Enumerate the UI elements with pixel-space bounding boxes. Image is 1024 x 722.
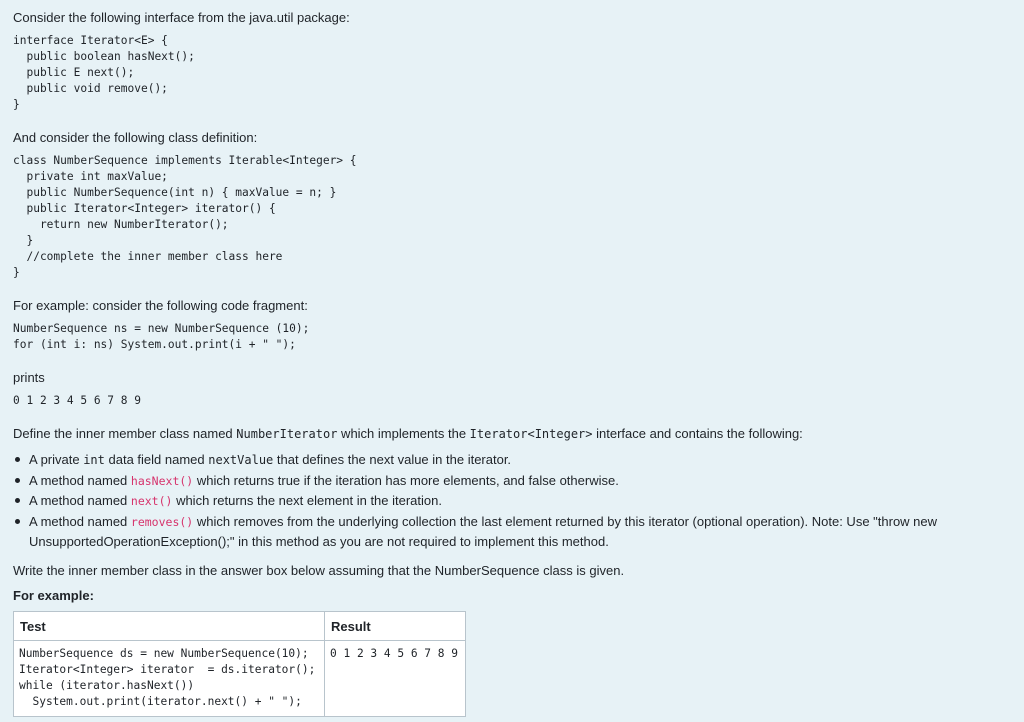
for-example-label: For example: bbox=[13, 588, 94, 603]
result-column-header: Result bbox=[325, 612, 466, 641]
list-item bbox=[13, 491, 1003, 512]
bullet-text: which returns true if the iteration has more elements, and false otherwise. bbox=[193, 472, 619, 488]
method-name: removes() bbox=[130, 514, 194, 529]
bullet-text: A method named bbox=[29, 472, 131, 488]
write-instruction: Write the inner member class in the answer box below assuming that the NumberSequence class is given. bbox=[13, 563, 625, 578]
example-table bbox=[13, 611, 466, 717]
method-name: next() bbox=[130, 494, 173, 508]
list-item bbox=[13, 471, 1003, 492]
interface-name-code: Iterator<Integer> bbox=[469, 427, 593, 441]
bullet-text: A private bbox=[29, 452, 84, 467]
table-header-row bbox=[14, 612, 466, 641]
list-item bbox=[13, 512, 1003, 552]
define-middle: which implements the bbox=[337, 426, 470, 441]
bullet-text: A method named bbox=[29, 493, 131, 508]
result-output: 0 1 2 3 4 5 6 7 8 9 bbox=[330, 647, 458, 660]
result-cell bbox=[325, 641, 466, 717]
interface-code-block: interface Iterator<E> { public boolean hasNext(); public E next(); public void remove(); } bbox=[13, 34, 195, 111]
define-instruction bbox=[13, 425, 803, 443]
bullet-text: A method named bbox=[29, 513, 131, 529]
inline-code: nextValue bbox=[208, 453, 274, 467]
prints-output: 0 1 2 3 4 5 6 7 8 9 bbox=[13, 394, 141, 407]
prints-label: prints bbox=[13, 370, 45, 385]
example-code-block: NumberSequence ns = new NumberSequence (10); for (int i: ns) System.out.print(i + " "); bbox=[13, 322, 310, 351]
class-name-code: NumberIterator bbox=[236, 427, 338, 441]
define-prefix: Define the inner member class named bbox=[13, 426, 237, 441]
class-intro-text: And consider the following class definition: bbox=[13, 130, 258, 145]
intro-text: Consider the following interface from the java.util package: bbox=[13, 10, 350, 25]
bullet-text: which returns the next element in the iteration. bbox=[172, 493, 442, 508]
bullet-text: that defines the next value in the iterator. bbox=[273, 452, 512, 467]
class-code-block: class NumberSequence implements Iterable<Integer> { private int maxValue; public NumberSequence(int n) { maxValue = n; } public Iterator<Integer> iterator() { return new NumberIterator(); } //complete the inner member class here } bbox=[13, 154, 357, 279]
requirements-list bbox=[13, 450, 1003, 552]
inline-code: int bbox=[83, 453, 105, 467]
table-row bbox=[14, 641, 466, 717]
bullet-text: data field named bbox=[104, 452, 209, 467]
example-intro-text: For example: consider the following code fragment: bbox=[13, 298, 308, 313]
define-suffix: interface and contains the following: bbox=[592, 426, 803, 441]
test-cell bbox=[14, 641, 325, 717]
bullet-text: which removes from the underlying collection the last element returned by this iterator (optional operation). Note: Use "throw new UnsupportedOperationException();" in this method as you are not required to implement this method. bbox=[29, 513, 938, 549]
test-column-header: Test bbox=[14, 612, 325, 641]
test-code: NumberSequence ds = new NumberSequence(10); Iterator<Integer> iterator = ds.iterator(); while (iterator.hasNext()) System.out.print(iterator.next() + " "); bbox=[19, 647, 316, 708]
method-name: hasNext() bbox=[130, 473, 194, 488]
list-item bbox=[13, 450, 1003, 471]
